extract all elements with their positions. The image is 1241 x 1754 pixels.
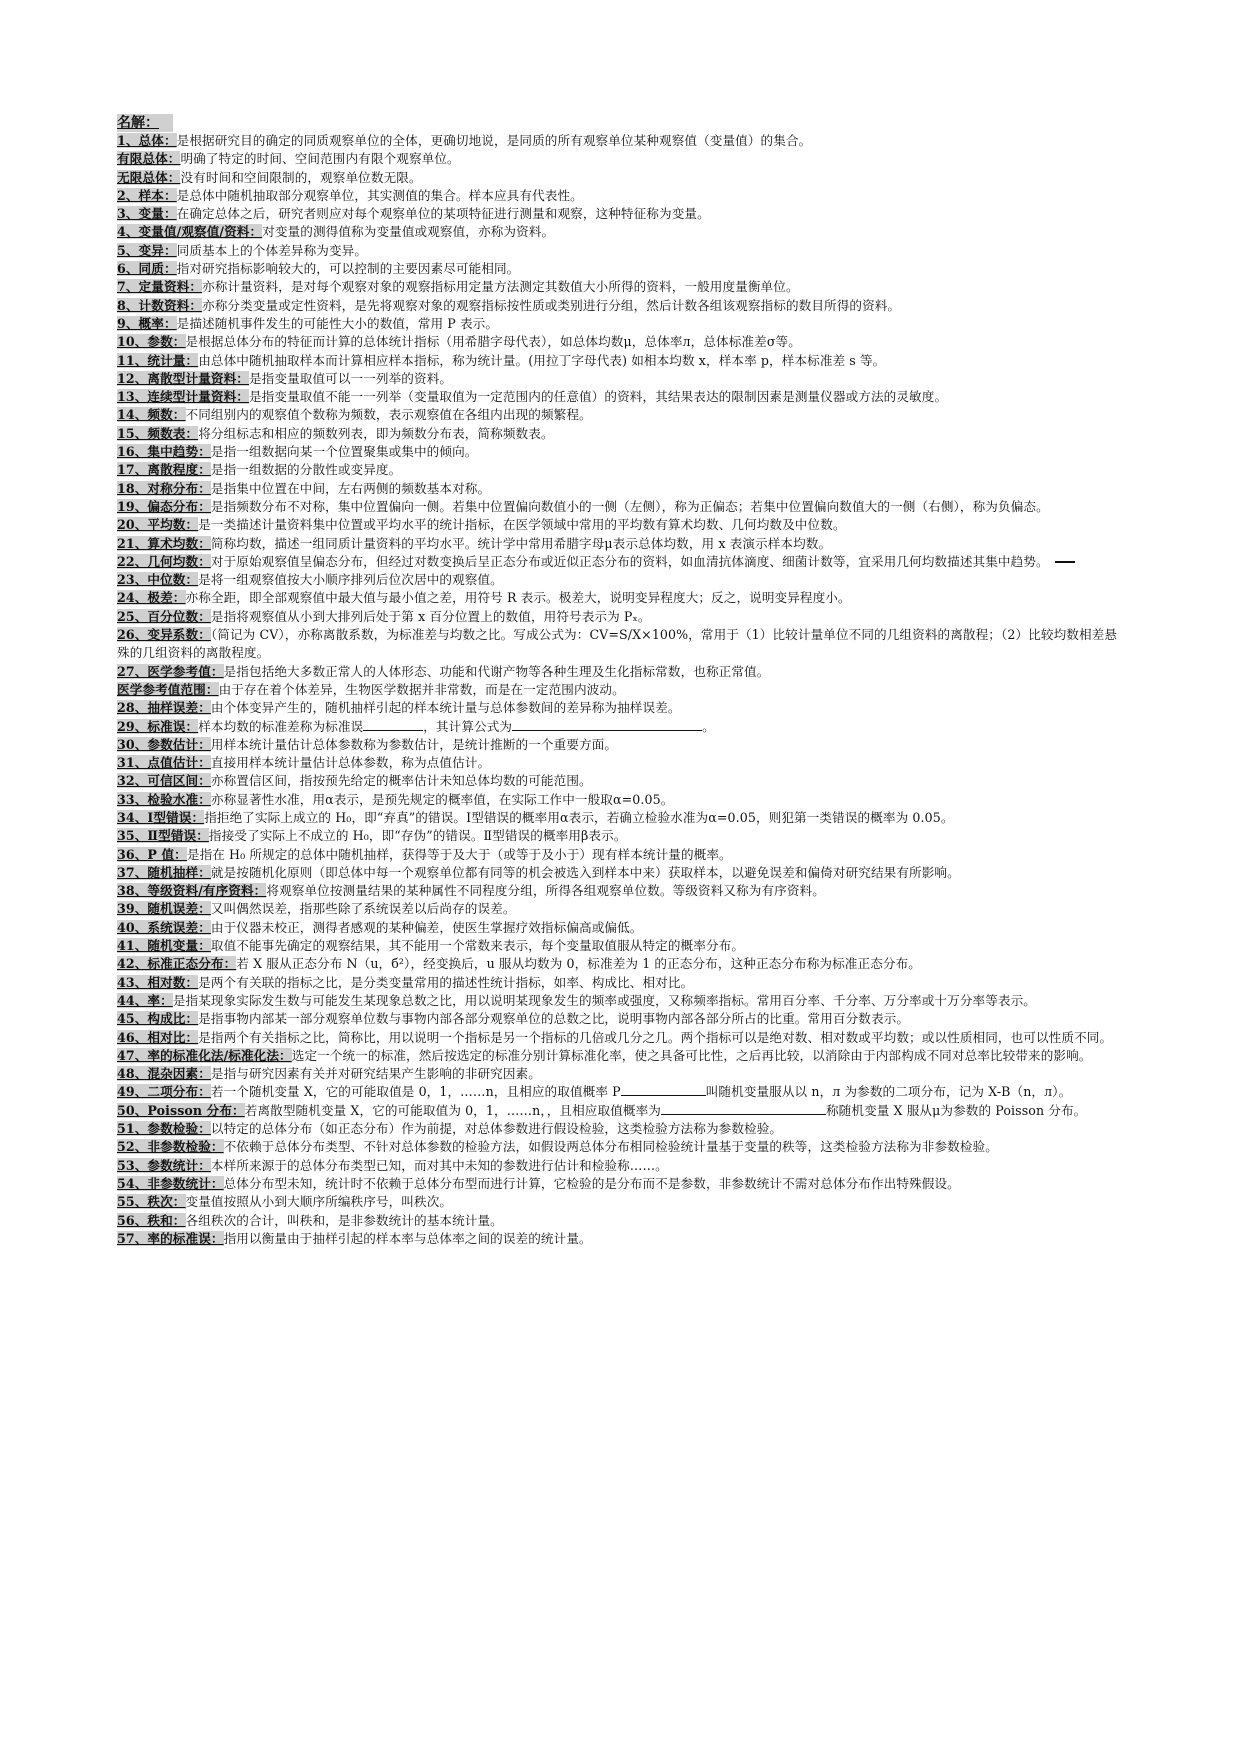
glossary-entry [117, 1083, 1129, 1101]
entry-definition: 是指在 H₀ 所规定的总体中随机抽样，获得等于及大于（或等于及小于）现有样本统计量的概率。 [186, 846, 732, 862]
entry-definition: 是指集中位置在中间，左右两侧的频数基本对称。 [210, 480, 491, 496]
glossary-entry [117, 461, 1129, 479]
entry-term: 医学参考值范围： [117, 681, 219, 697]
entry-definition: 若一个随机变量 X，它的可能取值是 0，1，……n，且相应的取值概率 P [210, 1084, 621, 1100]
entry-definition: 亦称全距，即全部观察值中最大值与最小值之差，用符号 R 表示。极差大，说明变异程度大；反之，说明变异程度小。 [185, 590, 851, 606]
entry-term: 41、随机变量： [117, 938, 211, 954]
entry-definition: 若 X 服从正态分布 N（u，б²），经变换后，u 服从均数为 0，标准差为 1 的正态分布，这种正态分布称为标准正态分布。 [236, 956, 921, 972]
entry-definition: 简称均数，描述一组同质计量资料的平均水平。统计学中常用希腊字母μ表示总体均数，用 x 表演示样本均数。 [210, 535, 832, 551]
entry-term: 18、对称分布： [117, 480, 211, 496]
glossary-entry [117, 1065, 1129, 1083]
entry-definition: 是两个有关联的指标之比，是分类变量常用的描述性统计指标，如率、构成比、相对比。 [198, 974, 694, 990]
entry-term: 46、相对比： [117, 1029, 199, 1045]
glossary-entry [117, 955, 1129, 973]
entry-term: 无限总体： [117, 169, 181, 185]
glossary-entry [117, 937, 1129, 955]
entry-term: 5、变异： [117, 242, 177, 258]
glossary-entry [117, 681, 1129, 699]
entry-term: 45、构成比： [117, 1011, 199, 1027]
entry-definition: 是指频数分布不对称，集中位置偏向一侧。若集中位置偏向数值小的一侧（左侧），称为正偏态；若集中位置偏向数值大的一侧（右侧），称为负偏态。 [210, 498, 1049, 514]
entry-definition: 是指包括绝大多数正常人的人体形态、功能和代谢产物等各种生理及生化指标常数，也称正常值。 [223, 663, 770, 679]
entry-definition: 由个体变异产生的，随机抽样引起的样本统计量与总体参数间的差异称为抽样误差。 [210, 700, 681, 716]
entry-term: 19、偏态分布： [117, 498, 211, 514]
entry-term: 15、频数表： [117, 425, 199, 441]
entry-term: 38、等级资料/有序资料： [117, 883, 267, 899]
entry-term: 53、参数统计： [117, 1157, 211, 1173]
glossary-entry [117, 736, 1129, 754]
entry-term: 23、中位数： [117, 572, 199, 588]
entry-definition: 指对研究指标影响较大的，可以控制的主要因素尽可能相同。 [176, 261, 520, 277]
entry-term: 43、相对数： [117, 974, 199, 990]
glossary-entry [117, 663, 1129, 681]
entry-definition: 亦称分类变量或定性资料，是先将观察对象的观察指标按性质或类别进行分组，然后计数各组该观察指标的数目所得的资料。 [202, 297, 901, 313]
entry-definition: 是一类描述计量资料集中位置或平均水平的统计指标，在医学领域中常用的平均数有算术均数、几何均数及中位数。 [198, 517, 846, 533]
glossary-entry [117, 132, 1129, 150]
glossary-entry [117, 626, 1129, 663]
entry-term: 31、点值估计： [117, 755, 211, 771]
entry-definition: 由于存在着个体差异，生物医学数据并非常数，而是在一定范围内波动。 [218, 681, 625, 697]
glossary-entry [117, 278, 1129, 296]
entry-definition: （简记为 CV），亦称离散系数，为标准差与均数之比。写成公式为：CV=S/X×100%，常用于（1）比较计量单位不同的几组资料的离散程；（2）比较均数相差悬殊的几组资料的离散程度。 [117, 627, 1118, 661]
entry-term: 29、标准误： [117, 718, 199, 734]
entry-term: 51、参数检验： [117, 1121, 211, 1137]
glossary-entry [117, 498, 1129, 516]
entry-term: 25、百分位数： [117, 608, 211, 624]
glossary-entry [117, 571, 1129, 589]
entry-definition: 是指变量取值可以一一列举的资料。 [248, 370, 453, 386]
glossary-entry [117, 223, 1129, 241]
glossary-entry [117, 352, 1129, 370]
entry-definition: 指用以衡量由于抽样引起的样本率与总体率之间的误差的统计量。 [223, 1230, 592, 1246]
entry-definition: 是指与研究因素有关并对研究结果产生影响的非研究因素。 [210, 1066, 541, 1082]
entry-definition: 选定一个统一的标准，然后按选定的标准分别计算标准化率，使之具备可比性，之后再比较，以消除由于内部构成不同对总率比较带来的影响。 [291, 1047, 1092, 1063]
entry-term: 4、变量值/观察值/资料： [117, 224, 263, 240]
entry-definition: 本样所来源于的总体分布类型已知，而对其中未知的参数进行估计和检验称……。 [210, 1157, 668, 1173]
fill-blank-line [621, 1083, 706, 1096]
entry-term: 1、总体： [117, 133, 177, 148]
glossary-entry [117, 187, 1129, 205]
document-page [117, 112, 1129, 1248]
entry-definition: 同质基本上的个体差异称为变异。 [176, 242, 368, 258]
entry-term: 24、极差： [117, 590, 186, 606]
entry-term: 40、系统误差： [117, 919, 211, 935]
glossary-entry [117, 553, 1129, 571]
entry-term: 32、可信区间： [117, 773, 211, 789]
entry-definition: 用样本统计量估计总体参数称为参数估计，是统计推断的一个重要方面。 [210, 736, 618, 752]
glossary-entry [117, 791, 1129, 809]
glossary-entry [117, 1047, 1129, 1065]
glossary-entry [117, 150, 1129, 168]
glossary-entry [117, 974, 1129, 992]
entry-term: 11、统计量： [117, 352, 199, 368]
entry-definition: 将分组标志和相应的频数列表，即为频数分布表，简称频数表。 [198, 425, 554, 441]
entry-definition: 指拒绝了实际上成立的 H₀，即“弃真”的错误。Ⅰ型错误的概率用α表示，若确立检验水准为α=0.05，则犯第一类错误的概率为 0.05。 [204, 809, 954, 825]
entry-term: 57、率的标准误： [117, 1230, 224, 1246]
glossary-entry [117, 242, 1129, 260]
entry-definition: 将观察单位按测量结果的某种属性不同程度分组，所得各组观察单位数。等级资料又称为有序资料。 [266, 883, 825, 899]
entry-definition: 对于原始观察值呈偏态分布，但经过对数变换后呈正态分布或近似正态分布的资料，如血清抗体滴度、细菌计数等，宜采用几何均数描述其集中趋势。 [210, 553, 1049, 569]
entry-term: 22、几何均数： [117, 553, 211, 569]
entry-definition: 是指变量取值不能一一列举（变量取值为一定范围内的任意值）的资料，其结果表达的限制因素是测量仪器或方法的灵敏度。 [248, 389, 948, 405]
entry-definition: 亦称显著性水准，用α表示，是预先规定的概率值，在实际工作中一般取α=0.05。 [210, 791, 674, 807]
entry-definition: 明确了特定的时间、空间范围内有限个观察单位。 [180, 151, 460, 167]
glossary-entry [117, 846, 1129, 864]
entry-definition: 各组秩次的合计，叫秩和，是非参数统计的基本统计量。 [185, 1212, 503, 1228]
entry-term: 有限总体： [117, 151, 181, 167]
glossary-entry [117, 1120, 1129, 1138]
glossary-entry [117, 370, 1129, 388]
glossary-entry [117, 388, 1129, 406]
glossary-entry [117, 297, 1129, 315]
entry-term: 50、Poisson 分布： [117, 1102, 245, 1118]
entry-term: 16、集中趋势： [117, 444, 211, 460]
glossary-entry [117, 699, 1129, 717]
entry-definition: 指接受了实际上不成立的 H₀，即“存伪”的错误。Ⅱ型错误的概率用β表示。 [208, 828, 627, 844]
entry-term: 30、参数估计： [117, 736, 211, 752]
entry-definition-continued: ，其计算公式为 [423, 718, 513, 734]
glossary-entry [117, 589, 1129, 607]
entry-definition: 是根据研究目的确定的同质观察单位的全体，更确切地说，是同质的所有观察单位某种观察值（变量值）的集合。 [176, 133, 812, 148]
glossary-entry [117, 1230, 1129, 1248]
entry-term: 35、Ⅱ型错误： [117, 828, 209, 844]
entry-term: 55、秩次： [117, 1194, 186, 1210]
glossary-entry [117, 443, 1129, 461]
entry-definition: 是根据总体分布的特征而计算的总体统计指标（用希腊字母代表），如总体均数μ，总体率л，总体标准差σ等。 [185, 334, 801, 350]
glossary-entry [117, 992, 1129, 1010]
section-heading: 名解： [117, 114, 173, 132]
entry-definition: 是指两个有关指标之比，简称比，用以说明一个指标是另一个指标的几倍或几分之几。两个指标可以是绝对数、相对数或平均数；或以性质相同，也可以性质不同。 [198, 1029, 1113, 1045]
glossary-entry [117, 864, 1129, 882]
entry-term: 36、P 值： [117, 846, 187, 862]
entry-definition: 是指一组数据向某一个位置聚集或集中的倾向。 [210, 444, 478, 460]
entry-term: 48、混杂因素： [117, 1066, 211, 1082]
entry-term: 34、Ⅰ型错误： [117, 809, 205, 825]
glossary-entry [117, 333, 1129, 351]
glossary-entry [117, 827, 1129, 845]
entry-definition: 由于仪器未校正，测得者感观的某种偏差，使医生掌握疗效指标偏高或偏低。 [210, 919, 643, 935]
entry-definition: 是指一组数据的分散性或变异度。 [210, 462, 402, 478]
entry-term: 9、概率： [117, 315, 177, 331]
entry-term: 3、变量： [117, 206, 177, 222]
glossary-entry [117, 1193, 1129, 1211]
glossary-entry [117, 169, 1129, 187]
entry-definition: 不依赖于总体分布类型、不针对总体参数的检验方法，如假设两总体分布相同检验统计量基于变量的秩等，这类检验方法称为非参数检验。 [223, 1139, 998, 1155]
entry-term: 17、离散程度： [117, 462, 211, 478]
glossary-entry [117, 1175, 1129, 1193]
glossary-entry [117, 406, 1129, 424]
entry-definition: 是指将观察值从小到大排列后处于第 x 百分位置上的数值，用符号表示为 Pₓ。 [210, 608, 651, 624]
glossary-entry [117, 882, 1129, 900]
glossary-entry [117, 608, 1129, 626]
entry-definition-continued: 称随机变量 X 服从μ为参数的 Poisson 分布。 [825, 1102, 1087, 1118]
entry-definition: 若离散型随机变量 X，它的可能取值为 0，1，……n，，且相应取值概率为 [244, 1102, 661, 1118]
entry-definition-end: 。 [702, 718, 715, 734]
entry-definition: 是描述随机事件发生的可能性大小的数值，常用 P 表示。 [176, 315, 499, 331]
entry-term: 13、连续型计量资料： [117, 389, 249, 405]
glossary-entry [117, 772, 1129, 790]
entry-term: 37、随机抽样： [117, 864, 211, 880]
entry-term: 56、秩和： [117, 1212, 186, 1228]
entry-definition: 就是按随机化原则（即总体中每一个观察单位都有同等的机会被选入到样本中来）获取样本，以避免误差和偏倚对研究结果有所影响。 [210, 864, 960, 880]
entry-definition: 由总体中随机抽取样本而计算相应样本指标，称为统计量。(用拉丁字母代表) 如相本均数 x，样本率 p，样本标准差 s 等。 [198, 352, 886, 368]
glossary-entry [117, 919, 1129, 937]
entry-definition: 又叫偶然误差，指那些除了系统误差以后尚存的误差。 [210, 901, 516, 917]
glossary-entry [117, 1010, 1129, 1028]
entry-term: 8、计数资料： [117, 297, 203, 313]
entry-term: 10、参数： [117, 334, 186, 350]
glossary-entry [117, 516, 1129, 534]
glossary-entry [117, 260, 1129, 278]
glossary-entry [117, 535, 1129, 553]
fill-blank-line [512, 718, 702, 731]
glossary-entry [117, 754, 1129, 772]
fill-blank-line [661, 1102, 826, 1115]
entry-definition: 亦称计量资料，是对每个观察对象的观察指标用定量方法测定其数值大小所得的资料，一般用度量衡单位。 [202, 279, 799, 295]
entry-term: 39、随机误差： [117, 901, 211, 917]
entry-definition: 变量值按照从小到大顺序所编秩序号，叫秩次。 [185, 1194, 453, 1210]
entry-definition: 亦称置信区间，指按预先给定的概率估计未知总体均数的可能范围。 [210, 773, 592, 789]
entry-term: 20、平均数： [117, 517, 199, 533]
entry-definition: 以特定的总体分布（如正态分布）作为前提，对总体参数进行假设检验，这类检验方法称为参数检验。 [210, 1121, 783, 1137]
entry-term: 6、同质： [117, 261, 177, 277]
entry-definition: 样本均数的标准差称为标准误 [198, 718, 364, 734]
entry-term: 33、检验水准： [117, 791, 211, 807]
glossary-entry [117, 1157, 1129, 1175]
glossary-list [117, 132, 1129, 1248]
entry-definition: 没有时间和空间限制的，观察单位数无限。 [180, 169, 422, 185]
glossary-entry [117, 480, 1129, 498]
entry-term: 14、频数： [117, 407, 186, 423]
entry-term: 26、变异系数： [117, 627, 211, 643]
glossary-entry [117, 1212, 1129, 1230]
glossary-entry [117, 1138, 1129, 1156]
entry-term: 12、离散型计量资料： [117, 370, 249, 386]
entry-term: 52、非参数检验： [117, 1139, 224, 1155]
entry-term: 54、非参数统计： [117, 1175, 224, 1191]
entry-definition: 不同组别内的观察值个数称为频数，表示观察值在各组内出现的频繁程。 [185, 407, 592, 423]
entry-definition: 直接用样本统计量估计总体参数，称为点值估计。 [210, 755, 491, 771]
entry-definition: 在确定总体之后，研究者则应对每个观察单位的某项特征进行测量和观察，这种特征称为变量。 [176, 206, 710, 222]
glossary-entry [117, 425, 1129, 443]
entry-definition: 总体分布型未知，统计时不依赖于总体分布型而进行计算，它检验的是分布而不是参数，非参数统计不需对总体分布作出特殊假设。 [223, 1175, 960, 1191]
entry-term: 21、算术均数： [117, 535, 211, 551]
entry-term: 42、标准正态分布： [117, 956, 237, 972]
entry-term: 28、抽样误差： [117, 700, 211, 716]
entry-definition: 是指某现象实际发生数与可能发生某现象总数之比，用以说明某现象发生的频率或强度，又称频率指标。常用百分率、千分率、万分率或十万分率等表示。 [172, 992, 1036, 1008]
glossary-entry [117, 315, 1129, 333]
entry-definition: 是指事物内部某一部分观察单位数与事物内部各部分观察单位的总数之比，说明事物内部各部分所占的比重。常用百分数表示。 [198, 1011, 910, 1027]
entry-term: 7、定量资料： [117, 279, 203, 295]
fill-blank-line [363, 718, 423, 731]
entry-definition: 对变量的测得值称为变量值或观察值，亦称为资料。 [262, 224, 555, 240]
entry-definition-continued: 叫随机变量服从以 n，л 为参数的二项分布，记为 X-B（n，л）。 [705, 1084, 1072, 1100]
dash-mark [1055, 561, 1075, 563]
glossary-entry [117, 205, 1129, 223]
glossary-entry [117, 1102, 1129, 1120]
entry-term: 27、医学参考值： [117, 663, 224, 679]
glossary-entry [117, 900, 1129, 918]
entry-term: 44、率： [117, 992, 173, 1008]
entry-definition: 是总体中随机抽取部分观察单位，其实测值的集合。样本应具有代表性。 [176, 187, 583, 203]
glossary-entry [117, 809, 1129, 827]
entry-definition: 取值不能事先确定的观察结果，其不能用一个常数来表示，每个变量取值服从特定的概率分布。 [210, 938, 745, 954]
entry-term: 47、率的标准化法/标准化法： [117, 1047, 292, 1063]
glossary-entry [117, 1029, 1129, 1047]
entry-definition: 是将一组观察值按大小顺序排列后位次居中的观察值。 [198, 572, 503, 588]
entry-term: 49、二项分布： [117, 1084, 211, 1100]
entry-term: 2、样本： [117, 187, 177, 203]
glossary-entry [117, 718, 1129, 736]
